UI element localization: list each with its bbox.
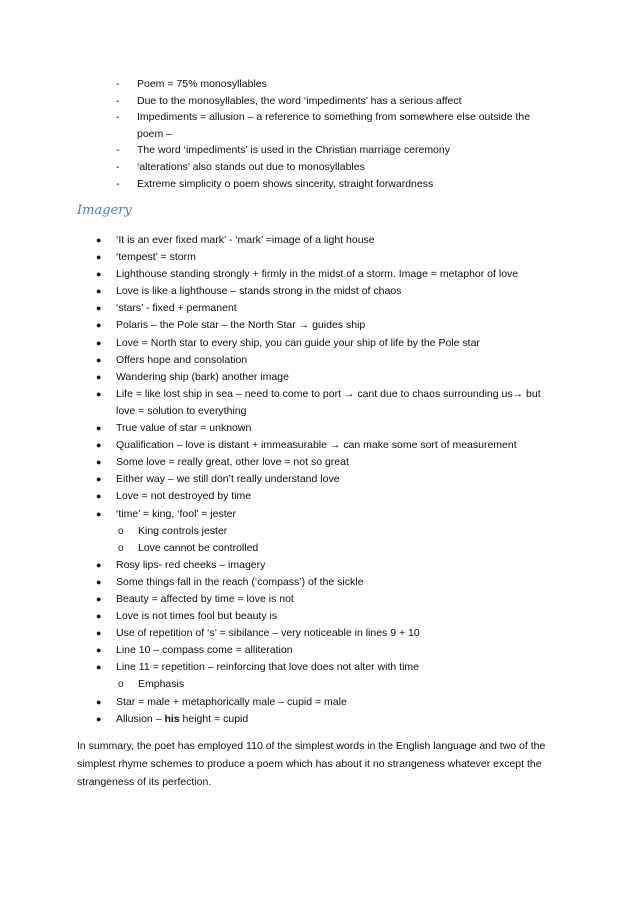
list-item-text: ‘stars’ - fixed + permanent: [116, 302, 237, 315]
list-item-text: Impediments = allusion – a reference to something from somewhere else outside the poem –: [137, 111, 531, 140]
list-item-text: Some things fall in the reach (‘compass’) of the sickle: [116, 575, 364, 588]
bullet-marker: ●: [96, 286, 102, 297]
list-item: [96, 642, 556, 659]
list-item-text: Love is not times fool but beauty is: [116, 610, 278, 623]
list-item-text: Some love = really great, other love = not so great: [116, 456, 349, 469]
list-item-text: Use of repetition of ‘s’ = sibilance – very noticeable in lines 9 + 10: [116, 627, 420, 640]
list-item-text: Lighthouse standing strongly + firmly in the midst of a storm. Image = metaphor of love: [116, 268, 519, 281]
list-item: [116, 159, 556, 176]
list-item: [96, 659, 556, 676]
list-item: [96, 471, 556, 488]
dash-marker: -: [116, 111, 120, 124]
list-item: [96, 420, 556, 437]
list-item-text: ‘It is an ever fixed mark’ - ‘mark’ =image of a light house: [116, 234, 375, 246]
sub-bullet-marker: o: [118, 679, 124, 691]
list-item: [96, 317, 556, 334]
bullet-marker: ●: [96, 508, 102, 519]
list-item-text: Love is like a lighthouse – stands strong in the midst of chaos: [116, 285, 402, 298]
list-item-text: ‘tempest’ = storm: [116, 251, 196, 264]
list-item-text: Beauty = affected by time = love is not: [116, 592, 294, 605]
bullet-marker: ●: [96, 491, 102, 502]
monosyllable-notes-list: [116, 76, 556, 192]
bullet-marker: ●: [96, 320, 102, 331]
bullet-marker: ●: [96, 628, 102, 639]
list-item-text: ‘time’ = king, ‘fool’ = jester: [116, 507, 237, 520]
bullet-marker: ●: [96, 559, 102, 570]
list-item-text: Due to the monosyllables, the word ‘impediments’ has a serious affect: [137, 94, 462, 107]
list-item: [96, 488, 556, 505]
bullet-marker: ●: [96, 252, 102, 263]
list-item: [116, 93, 556, 110]
list-item-text: Line 10 – compass come = alliteration: [116, 644, 293, 657]
summary-paragraph: In summary, the poet has employed 110 of the simplest words in the English language and two of the simplest rhyme schemes to produce a poem which has about it no strangeness whatever except the strangeness of its perfection.: [77, 740, 546, 788]
dash-marker: -: [116, 94, 120, 107]
list-item-text: Life = like lost ship in sea – need to come to port → cant due to chaos surrounding us→ but love = solution to everything: [116, 387, 541, 417]
bullet-marker: ●: [96, 235, 102, 245]
bullet-marker: ●: [96, 713, 102, 724]
list-item: [96, 266, 556, 283]
list-item: [96, 694, 556, 711]
bullet-marker: ●: [96, 303, 102, 314]
list-item: [116, 176, 556, 193]
bullet-marker: ●: [96, 662, 102, 673]
list-item-text: King controls jester: [138, 524, 228, 537]
list-item-text: Star = male + metaphorically male – cupid = male: [116, 695, 347, 708]
bullet-marker: ●: [96, 423, 102, 434]
imagery-heading: Imagery: [77, 203, 132, 218]
list-item: [96, 574, 556, 591]
bullet-marker: ●: [96, 611, 102, 622]
bullet-marker: ●: [96, 440, 102, 451]
list-item-text: Love = North star to every ship, you can guide your ship of life by the Pole star: [116, 336, 480, 349]
list-item-text: Either way – we still don’t really understand love: [116, 473, 340, 486]
list-item-text: Love = not destroyed by time: [116, 490, 252, 503]
list-item: [96, 625, 556, 642]
list-item-text: Line 11 = repetition – reinforcing that love does not alter with time: [116, 661, 420, 674]
bullet-marker: ●: [96, 337, 102, 348]
list-item-text: Offers hope and consolation: [116, 353, 248, 366]
dash-marker: -: [116, 177, 120, 190]
sub-list-item: [96, 676, 556, 693]
allusion-text-end: height = cupid: [179, 712, 249, 725]
sub-bullet-marker: o: [118, 525, 124, 537]
bullet-marker: ●: [96, 645, 102, 656]
list-item: [96, 711, 556, 728]
list-item-text: Extreme simplicity o poem shows sincerity, straight forwardness: [137, 177, 434, 190]
bullet-marker: ●: [96, 354, 102, 365]
list-item: [96, 249, 556, 266]
list-item: [96, 557, 556, 574]
list-item-text: Wandering ship (bark) another image: [116, 370, 289, 383]
list-item: [116, 76, 556, 93]
list-item: [96, 608, 556, 625]
list-item: [96, 506, 556, 523]
allusion-text-start: Allusion –: [116, 712, 165, 725]
dash-marker: -: [116, 144, 120, 157]
list-item: [96, 300, 556, 317]
list-item-text: Emphasis: [138, 678, 185, 691]
imagery-notes-list: [96, 232, 556, 728]
list-item: [96, 283, 556, 300]
bullet-marker: ●: [96, 457, 102, 468]
list-item: [96, 591, 556, 608]
bullet-marker: ●: [96, 593, 102, 604]
dash-marker: -: [116, 78, 120, 90]
allusion-emphasis: his: [164, 712, 180, 725]
list-item: [96, 369, 556, 386]
list-item: [96, 352, 556, 369]
bullet-marker: ●: [96, 371, 102, 382]
list-item: [96, 437, 556, 454]
list-item-text: The word ‘impediments’ is used in the Christian marriage ceremony: [137, 144, 450, 157]
bullet-marker: ●: [96, 388, 102, 399]
list-item-text: Poem = 75% monosyllables: [137, 78, 267, 90]
sub-bullet-marker: o: [118, 542, 124, 554]
list-item: [116, 109, 556, 142]
list-item-text: Love cannot be controlled: [138, 541, 259, 554]
bullet-marker: ●: [96, 576, 102, 587]
sub-list-item: [96, 523, 556, 540]
list-item: [96, 386, 556, 420]
list-item: [96, 335, 556, 352]
list-item-text: True value of star = unknown: [116, 422, 252, 435]
list-item: [96, 454, 556, 471]
list-item-text: Polaris – the Pole star – the North Star → guides ship: [116, 319, 366, 332]
list-item: [96, 232, 556, 249]
list-item: [116, 142, 556, 159]
bullet-marker: ●: [96, 696, 102, 707]
dash-marker: -: [116, 160, 120, 173]
bullet-marker: ●: [96, 269, 102, 280]
bullet-marker: ●: [96, 474, 102, 485]
list-item-text: ‘alterations’ also stands out due to monosyllables: [137, 160, 365, 173]
list-item-text: Rosy lips- red cheeks – imagery: [116, 558, 266, 571]
list-item-text: Qualification – love is distant + immeasurable → can make some sort of measurement: [116, 439, 517, 452]
sub-list-item: [96, 540, 556, 557]
allusion-text: [116, 713, 248, 725]
